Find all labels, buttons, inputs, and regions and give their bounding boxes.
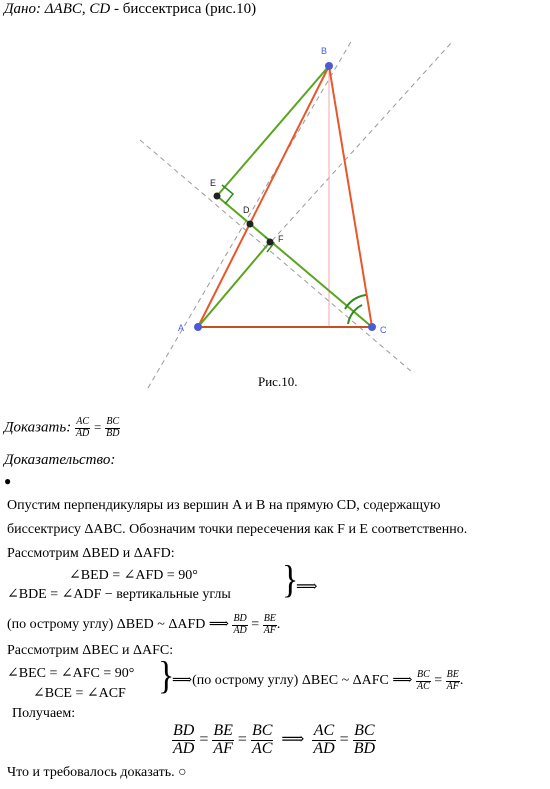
label-c: C (380, 325, 387, 335)
label-a: A (178, 323, 185, 333)
eq-bed-afd: ∠BED = ∠AFD = 90° (69, 568, 198, 583)
prove-lhs-fraction: $\frac{AC}{AD}$ (75, 416, 90, 439)
guide-line-cd (140, 140, 412, 372)
guide-line-a (148, 40, 352, 388)
point-d (247, 221, 254, 228)
sim1-frac-2: $\frac{BE}{AF}$ (263, 613, 276, 636)
consider-1: Рассмотрим ΔBED и ΔAFD: (7, 546, 175, 561)
brace-1: } (282, 559, 299, 602)
prove-line (4, 417, 120, 439)
label-f: F (278, 234, 284, 244)
given-prefix: Дано: (4, 1, 41, 17)
given-segment: CD (89, 1, 111, 17)
label-d: D (243, 205, 250, 215)
sim1-frac-1: $\frac{BD}{AD}$ (233, 613, 247, 636)
eq-bde-adf: ∠BDE = ∠ADF − вертикальные углы (7, 587, 231, 602)
proof-label: Доказательство: (4, 452, 116, 468)
brace-2: } (158, 655, 175, 698)
given-triangle: ΔABC, (44, 1, 86, 17)
point-c (368, 323, 376, 331)
prove-eq: = (94, 419, 102, 435)
proof-line-1: Опустим перпендикуляры из вершин A и B на прямую CD, содержащую (7, 498, 441, 513)
end-line: Что и требовалось доказать. ○ (7, 765, 187, 780)
given-rest: - биссектриса (рис.10) (110, 1, 257, 17)
prove-rhs-fraction: $\frac{BC}{BD}$ (106, 416, 120, 439)
final-equation: $\frac{BD}{AD}$ = $\frac{BE}{AF}$ = $\frac{BC}{AC}$ ⟹ $\frac{AC}{AD}$ = $\frac{BC}{BD}$ (173, 722, 376, 757)
label-e: E (210, 178, 217, 188)
prove-label: Доказать: (4, 419, 72, 436)
side-bc (329, 66, 372, 327)
bullet: ● (4, 474, 12, 488)
point-f (267, 239, 274, 246)
proof-line-2: биссектрису ΔABC. Обозначим точки пересечения как F и E соответственно. (7, 522, 468, 537)
obtain-label: Получаем: (12, 706, 76, 721)
point-a (194, 323, 202, 331)
label-b: B (321, 46, 328, 56)
similarity-2: ⟹(по острому углу) ΔBEC ~ ΔAFC ⟹ $\frac{BC}{AC}$ = $\frac{BE}{AF}$ . (172, 669, 464, 692)
sim2-frac-1: $\frac{BC}{AC}$ (416, 669, 430, 692)
consider-2: Рассмотрим ΔBEC и ΔAFC: (7, 643, 174, 658)
eq-bec-afc: ∠BEC = ∠AFC = 90° (7, 666, 135, 681)
figure-caption: Рис.10. (258, 374, 298, 389)
point-e (214, 193, 221, 200)
similarity-1: (по острому углу) ΔBED ~ ΔAFD ⟹ $\frac{BD}{AD}$ = $\frac{BE}{AF}$ . (7, 613, 281, 636)
implies-1: ⟹ (296, 579, 318, 595)
bisector-cd (217, 196, 372, 327)
eq-bce-acf: ∠BCE = ∠ACF (33, 686, 126, 701)
sim2-frac-2: $\frac{BE}{AF}$ (446, 669, 459, 692)
point-b (325, 62, 333, 70)
